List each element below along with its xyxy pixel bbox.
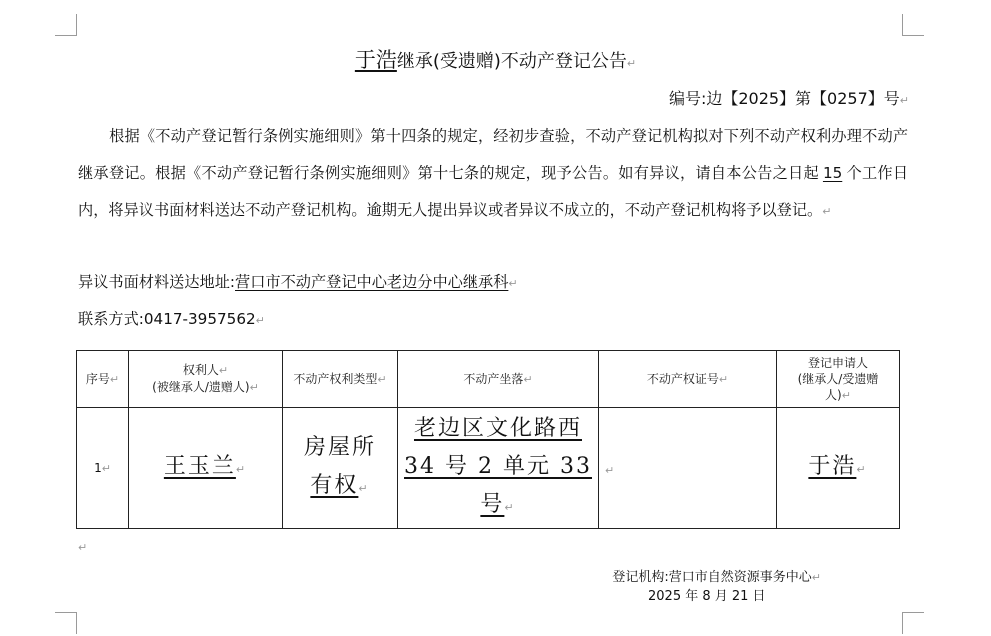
cell-right-holder: 王玉兰↵ [129,408,283,529]
header-location: 不动产坐落↵ [398,351,599,408]
cell-right-type: 房屋所 有权↵ [283,408,398,529]
table-header-row [77,351,900,408]
notice-body-paragraph [78,118,908,230]
header-certificate-number: 不动产权证号↵ [599,351,777,408]
paragraph-mark-icon: ↵ [255,314,265,327]
objection-address-line [78,271,518,292]
table-row [77,408,900,529]
cell-applicant: 于浩↵ [777,408,900,529]
registration-table [76,350,900,529]
header-applicant: 登记申请人 (继承人/受遗赠 人)↵ [777,351,900,408]
notice-title [0,44,991,74]
paragraph-text-part2: 个工作日内，将异议书面材料送达不动产登记机构。逾期无人提出异议或者异议不成立的，不动产登记机构将予以登记。 [78,164,909,219]
paragraph-mark-icon: ↵ [78,541,88,554]
document-number [669,86,909,109]
header-right-type: 不动产权利类型↵ [283,351,398,408]
page-corner-mark-bottom-left [55,612,77,634]
title-text: 继承(受遗赠)不动产登记公告 [396,51,627,72]
authority-text: 登记机构:营口市自然资源事务中心 [612,570,812,585]
contact-phone: 0417-3957562 [143,310,256,328]
cell-certificate-number: ↵ [599,408,777,529]
page-corner-mark-top-left [55,14,77,36]
notice-date: 2025 年 8 月 21 日 [648,589,766,604]
page-corner-mark-top-right [902,14,924,36]
paragraph-mark-icon: ↵ [811,571,821,584]
page-corner-mark-bottom-right [902,612,924,634]
header-seq: 序号↵ [77,351,129,408]
document-number-text: 编号:边【2025】第【0257】号 [668,89,900,108]
address-value: 营口市不动产登记中心老边分中心继承科 [235,273,509,291]
cell-seq: 1↵ [77,408,129,529]
paragraph-mark-icon: ↵ [508,277,518,290]
cell-location: 老边区文化路西 34 号 2 单元 33 号↵ [398,408,599,529]
paragraph-mark-icon: ↵ [822,205,832,218]
address-label: 异议书面材料送达地址: [78,273,235,291]
paragraph-mark-icon: ↵ [626,57,637,70]
objection-days: 15 [822,164,843,182]
title-applicant-name: 于浩 [354,48,397,72]
header-right-holder: 权利人↵ (被继承人/遗赠人)↵ [129,351,283,408]
contact-line [78,308,265,329]
registration-authority [612,566,821,585]
paragraph-text-part1: 根据《不动产登记暂行条例实施细则》第十四条的规定，经初步查验，不动产登记机构拟对下列不动产权利办理不动产继承登记。根据《不动产登记暂行条例实施细则》第十七条的规定，现予公告。如有异议，请自本公告之日起 [78,127,908,182]
contact-label: 联系方式: [78,310,144,328]
paragraph-mark-icon: ↵ [899,94,909,107]
